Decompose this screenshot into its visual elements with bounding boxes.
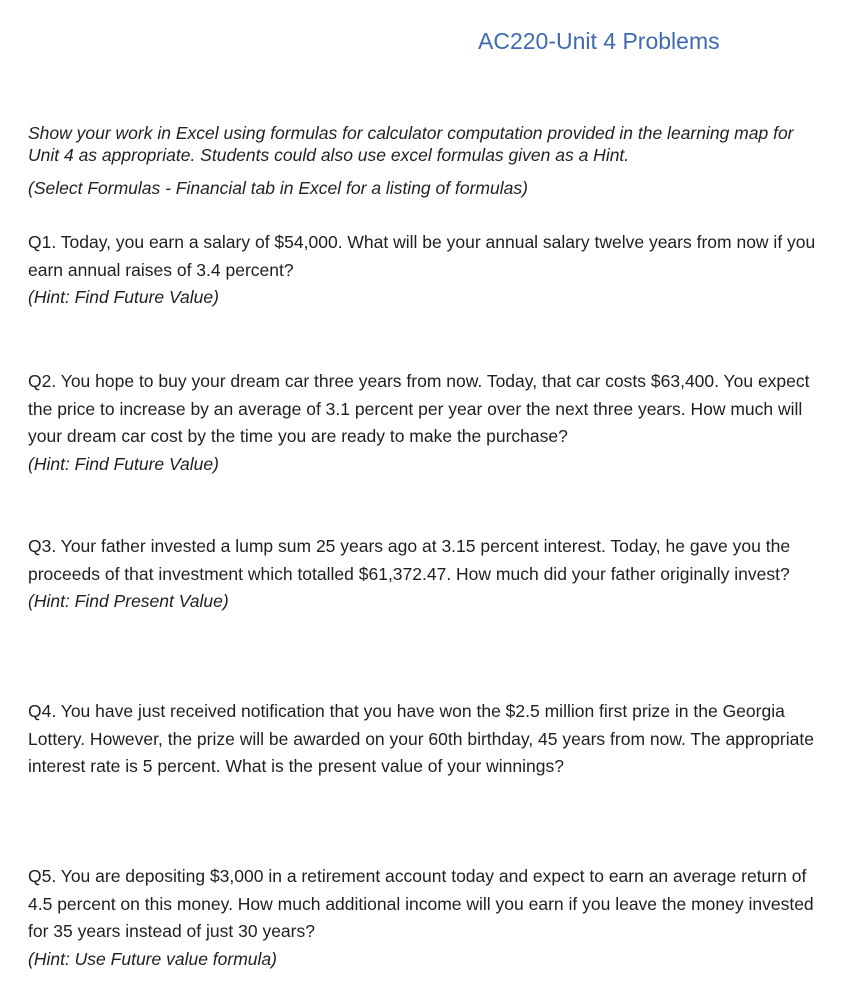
question-hint: (Hint: Use Future value formula)	[28, 948, 277, 969]
question-text: Q2. You hope to buy your dream car three years from now. Today, that car costs $63,400. You expect the price to increase by an average of 3.1 percent per year over the next three years. How much will your dream car cost by the time you are ready to make the purchase?	[28, 371, 810, 446]
instructions-text: Show your work in Excel using formulas for calculator computation provided in the learning map for Unit 4 as appropriate. Students could also use excel formulas given as a Hint.	[28, 123, 794, 165]
question-4	[28, 698, 828, 781]
page-title: AC220-Unit 4 Problems	[478, 28, 720, 54]
question-3	[28, 533, 828, 616]
question-hint: (Hint: Find Future Value)	[28, 453, 219, 474]
question-hint: (Hint: Find Present Value)	[28, 591, 229, 611]
question-text: Q3. Your father invested a lump sum 25 years ago at 3.15 percent interest. Today, he gave you the proceeds of that investment which totalled $61,372.47. How much did your father originally invest?	[28, 536, 791, 584]
question-text: Q5. You are depositing $3,000 in a retirement account today and expect to earn an average return of 4.5 percent on this money. How much additional income will you earn if you leave the money invested for 35 years instead of just 30 years?	[28, 866, 814, 941]
question-text: Q1. Today, you earn a salary of $54,000. What will be your annual salary twelve years from now if you earn annual raises of 3.4 percent?	[28, 232, 816, 280]
question-5	[28, 863, 828, 973]
question-2	[28, 368, 828, 478]
question-hint: (Hint: Find Future Value)	[28, 287, 219, 307]
question-text: Q4. You have just received notification that you have won the $2.5 million first prize in the Georgia Lottery. However, the prize will be awarded on your 60th birthday, 45 years from now. The appropriate interest rate is 5 percent. What is the present value of your winnings?	[28, 701, 814, 776]
instructions-note: (Select Formulas - Financial tab in Excel for a listing of formulas)	[28, 178, 528, 198]
question-1	[28, 229, 828, 312]
